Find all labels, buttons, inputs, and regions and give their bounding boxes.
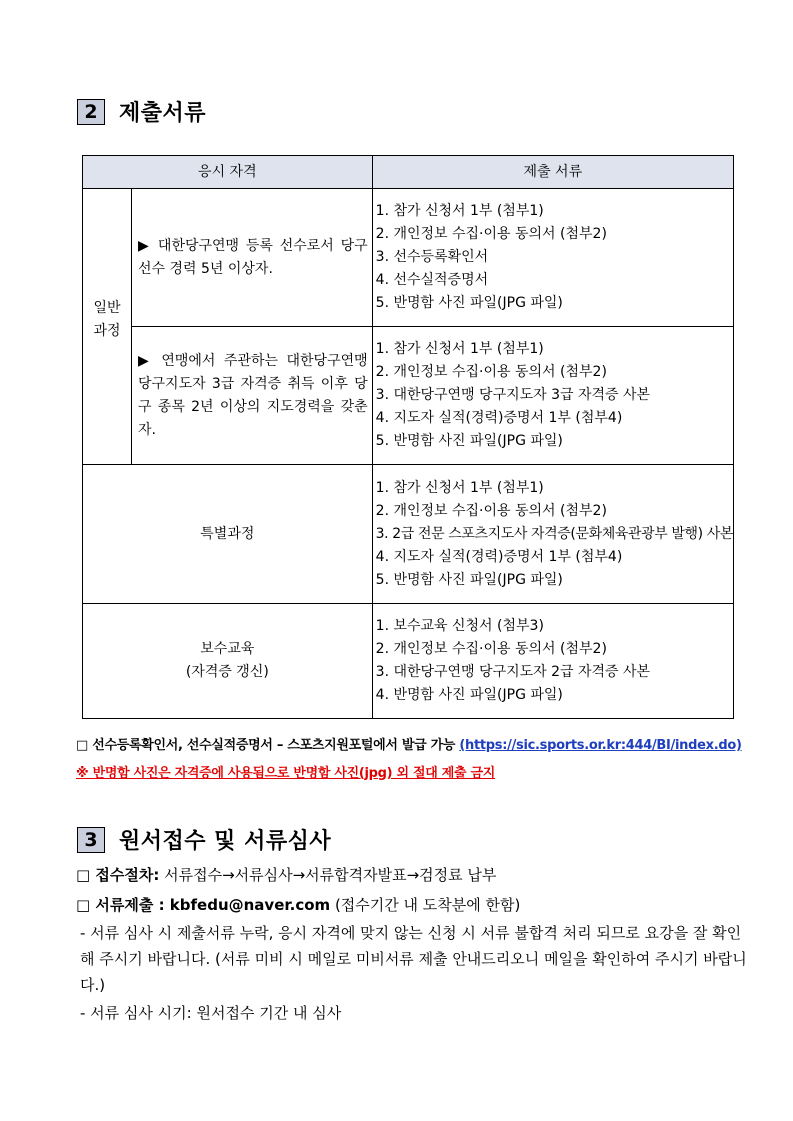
table-header-row: [83, 156, 734, 189]
list-item: 4. 선수실적증명서: [375, 272, 489, 288]
photo-warning: ※ 반명함 사진은 자격증에 사용됨으로 반명함 사진(jpg) 외 절대 제출 금지: [76, 766, 496, 781]
table-row: [83, 327, 734, 465]
list-item: 4. 지도자 실적(경력)증명서 1부 (첨부4): [375, 548, 623, 565]
list-item: 4. 반명함 사진 파일(JPG 파일): [375, 687, 563, 703]
list-item: 3. 대한당구연맹 당구지도자 2급 자격증 사본: [375, 664, 651, 680]
list-item: 3. 2급 전문 스포츠지도사 자격증(문화체육관광부 발행) 사본: [375, 525, 733, 542]
list-item: 5. 반명함 사진 파일(JPG 파일): [375, 295, 563, 311]
bullet-review-period: [80, 1000, 752, 1026]
documents-cell: [372, 327, 733, 465]
submit-label: □ 서류제출 : kbfedu@naver.com: [76, 896, 331, 914]
procedure-line: [76, 864, 496, 885]
header-qualification: 응시 자격: [83, 156, 373, 189]
refresher-course-label: [83, 604, 373, 719]
issue-note: [76, 734, 742, 753]
list-item: 1. 참가 신청서 1부 (첨부1): [375, 203, 544, 219]
list-item: 3. 대한당구연맹 당구지도자 3급 자격증 사본: [375, 387, 651, 403]
refresher-title: 보수교육: [200, 641, 255, 657]
list-item: 2. 개인정보 수집·이용 동의서 (첨부2): [375, 502, 607, 519]
sports-portal-link[interactable]: (https://sic.sports.or.kr:444/BI/index.do): [459, 738, 742, 753]
qualification-cell: ▶ 대한당구연맹 등록 선수로서 당구선수 경력 5년 이상자.: [132, 189, 373, 327]
issue-note-text: □ 선수등록확인서, 선수실적증명서 – 스포츠지원포털에서 발급 가능: [76, 738, 460, 753]
documents-cell: [372, 189, 733, 327]
procedure-value: 서류접수→서류심사→서류합격자발표→검정료 납부: [159, 866, 497, 884]
documents-cell: [372, 465, 733, 604]
qualification-cell: ▶ 연맹에서 주관하는 대한당구연맹 당구지도자 3급 자격증 취득 이후 당구 종목 2년 이상의 지도경력을 갖춘 자.: [132, 327, 373, 465]
table-row: [83, 465, 734, 604]
section-3-heading: [77, 824, 331, 855]
bullet-review-notice: [80, 920, 752, 998]
list-item: 5. 반명함 사진 파일(JPG 파일): [375, 433, 563, 449]
list-item: 5. 반명함 사진 파일(JPG 파일): [375, 571, 563, 588]
list-item: 1. 보수교육 신청서 (첨부3): [375, 618, 544, 634]
special-course-label: 특별과정: [83, 465, 373, 604]
bullet-text: - 서류 심사 시 제출서류 누락, 응시 자격에 맞지 않는 신청 시 서류 불합격 처리 되므로 요강을 잘 확인해 주시기 바랍니다. (서류 미비 시 메일로 미비서류 제출 안내드리오니 메일을 확인하여 주시기 바랍니다.): [80, 924, 747, 994]
general-course-label: 일반 과정: [83, 189, 132, 465]
table-row: [83, 189, 734, 327]
section-number-badge: 3: [77, 827, 105, 853]
documents-table: [82, 155, 734, 719]
list-item: 2. 개인정보 수집·이용 동의서 (첨부2): [375, 226, 607, 242]
bullet-text: - 서류 심사 시기: 원서접수 기간 내 심사: [80, 1004, 342, 1022]
section-number-badge: 2: [77, 99, 105, 125]
section-title: 제출서류: [119, 101, 207, 126]
list-item: 2. 개인정보 수집·이용 동의서 (첨부2): [375, 364, 607, 380]
procedure-label: □ 접수절차:: [76, 866, 160, 884]
submit-line: [76, 894, 520, 915]
submit-value: (접수기간 내 도착분에 한함): [330, 896, 521, 914]
list-item: 1. 참가 신청서 1부 (첨부1): [375, 341, 544, 357]
list-item: 2. 개인정보 수집·이용 동의서 (첨부2): [375, 641, 607, 657]
list-item: 1. 참가 신청서 1부 (첨부1): [375, 479, 544, 496]
list-item: 4. 지도자 실적(경력)증명서 1부 (첨부4): [375, 410, 623, 426]
refresher-subtitle: (자격증 갱신): [185, 664, 269, 680]
table-row: [83, 604, 734, 719]
header-documents: 제출 서류: [372, 156, 733, 189]
section-title: 원서접수 및 서류심사: [119, 829, 332, 854]
list-item: 3. 선수등록확인서: [375, 249, 489, 265]
documents-cell: [372, 604, 733, 719]
section-2-heading: [77, 96, 206, 127]
